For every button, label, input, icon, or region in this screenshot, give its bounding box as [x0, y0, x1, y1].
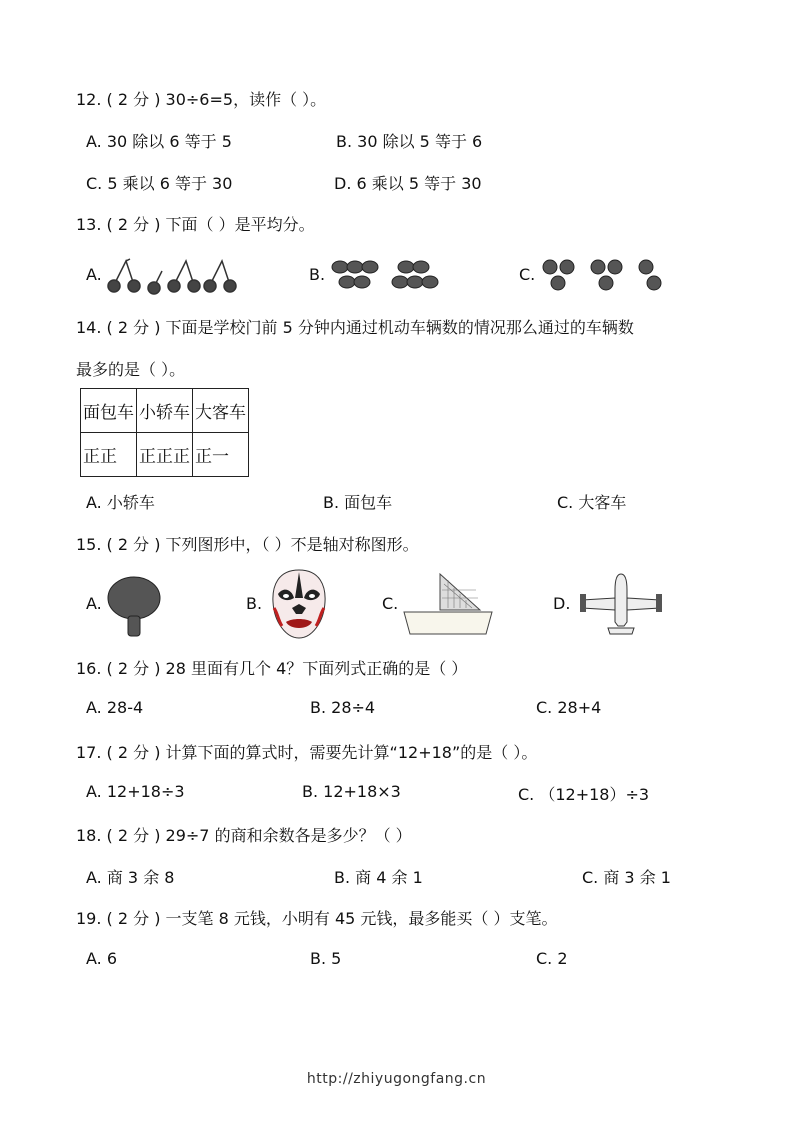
opera-mask-picture [268, 568, 330, 640]
question-15-stem: 15. ( 2 分 ) 下列图形中，（ ）不是轴对称图形。 [76, 535, 419, 554]
q15-option-a[interactable]: A. [86, 594, 102, 613]
question-13-stem: 13. ( 2 分 ) 下面（ ）是平均分。 [76, 215, 315, 234]
q14-option-a[interactable]: A. 小轿车 [86, 493, 155, 512]
vehicle-tally-table [80, 388, 249, 477]
q12-option-c[interactable]: C. 5 乘以 6 等于 30 [86, 174, 233, 193]
paddle-picture [104, 574, 164, 638]
footer-url: http://zhiyugongfang.cn [306, 1071, 487, 1087]
question-16-stem: 16. ( 2 分 ) 28 里面有几个 4？下面列式正确的是（ ） [76, 659, 468, 678]
q17-option-b[interactable]: B. 12+18×3 [302, 782, 401, 801]
tomatoes-picture [540, 257, 670, 293]
table-cell: 正一 [193, 433, 249, 477]
q19-option-c[interactable]: C. 2 [536, 949, 568, 968]
airplane-picture [578, 572, 664, 636]
q16-option-c[interactable]: C. 28+4 [536, 698, 602, 717]
q13-option-b[interactable]: B. [309, 265, 326, 284]
table-cell: 小轿车 [137, 389, 193, 433]
table-row [81, 389, 249, 433]
q12-option-a[interactable]: A. 30 除以 6 等于 5 [86, 132, 232, 151]
q16-option-b[interactable]: B. 28÷4 [310, 698, 376, 717]
question-17-stem: 17. ( 2 分 ) 计算下面的算式时，需要先计算“12+18”的是（ ）。 [76, 743, 538, 762]
table-cell: 正正 [81, 433, 137, 477]
question-18-stem: 18. ( 2 分 ) 29÷7 的商和余数各是多少？（ ） [76, 826, 412, 845]
question-14-stem: 14. ( 2 分 ) 下面是学校门前 5 分钟内通过机动车辆数的情况那么通过的车辆数 [76, 318, 634, 337]
strawberries-picture [330, 257, 448, 293]
q18-option-a[interactable]: A. 商 3 余 8 [86, 868, 175, 887]
q13-option-c[interactable]: C. [519, 265, 536, 284]
q15-option-d[interactable]: D. [553, 594, 571, 613]
sailboat-picture [402, 570, 494, 638]
q12-option-b[interactable]: B. 30 除以 5 等于 6 [336, 132, 483, 151]
q15-option-b[interactable]: B. [246, 594, 263, 613]
question-12-stem: 12. ( 2 分 ) 30÷6=5，读作（ ）。 [76, 90, 327, 109]
question-19-stem: 19. ( 2 分 ) 一支笔 8 元钱，小明有 45 元钱，最多能买（ ）支笔。 [76, 909, 558, 928]
q16-option-a[interactable]: A. 28-4 [86, 698, 144, 717]
q17-option-c[interactable]: C. （12+18）÷3 [518, 785, 650, 804]
q14-option-c[interactable]: C. 大客车 [557, 493, 627, 512]
q18-option-c[interactable]: C. 商 3 余 1 [582, 868, 671, 887]
cherries-picture [104, 255, 244, 295]
table-cell: 面包车 [81, 389, 137, 433]
table-cell: 大客车 [193, 389, 249, 433]
q13-option-a[interactable]: A. [86, 265, 102, 284]
question-14-stem-line2: 最多的是（ ）。 [76, 360, 186, 379]
q14-option-b[interactable]: B. 面包车 [323, 493, 393, 512]
q19-option-a[interactable]: A. 6 [86, 949, 118, 968]
q19-option-b[interactable]: B. 5 [310, 949, 342, 968]
table-row [81, 433, 249, 477]
q15-option-c[interactable]: C. [382, 594, 399, 613]
q18-option-b[interactable]: B. 商 4 余 1 [334, 868, 423, 887]
table-cell: 正正正 [137, 433, 193, 477]
q17-option-a[interactable]: A. 12+18÷3 [86, 782, 185, 801]
q12-option-d[interactable]: D. 6 乘以 5 等于 30 [334, 174, 482, 193]
